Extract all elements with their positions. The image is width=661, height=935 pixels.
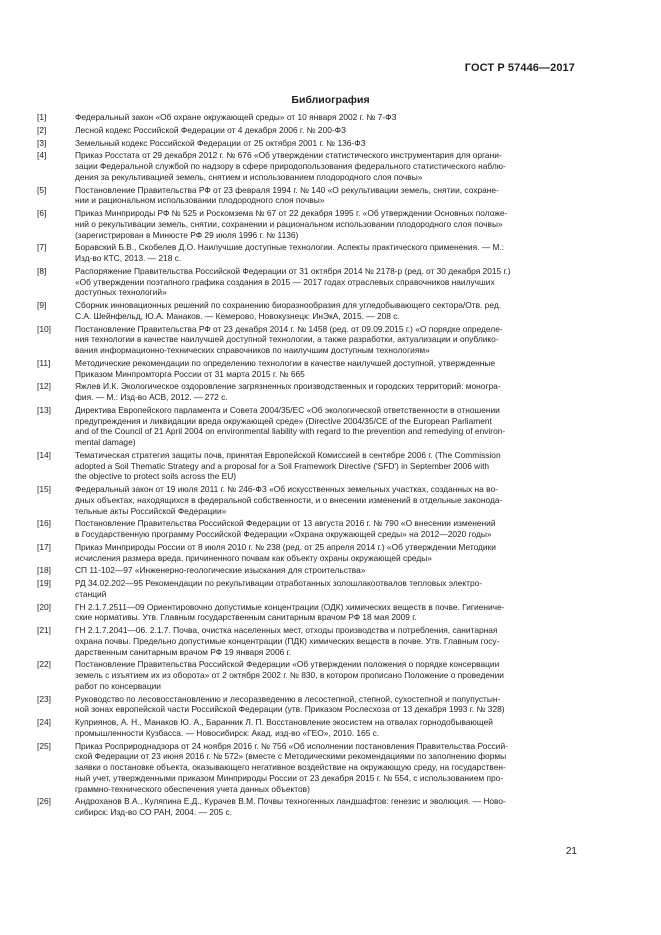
reference-item (0, 565, 661, 576)
reference-item (0, 405, 661, 448)
reference-text: Методические рекомендации по определению технологии в качестве наилучшей доступной, утвержденные Приказом Минпромторга России от 31 марта 2015 г. № 665 (75, 357, 496, 379)
reference-number: [6] (37, 208, 47, 218)
reference-item (0, 659, 661, 691)
reference-item (0, 125, 661, 136)
reference-text: Постановление Правительства РФ от 23 февраля 1994 г. № 140 «О рекультивации земель, снятии, сохране- нии и рациональном использовании плодородного слоя почвы» (75, 184, 499, 206)
reference-item (0, 185, 661, 207)
reference-item (0, 112, 661, 123)
reference-number: [17] (37, 541, 51, 552)
reference-number: [15] (37, 484, 51, 494)
reference-text: ГН 2.1.7.2511—09 Ориентировочно допустимые концентрации (ОДК) химических веществ в почве. Гигиениче- ские нормативы. Утв. Главным государственным санитарным врачом РФ 18 мая 2009 г. (75, 601, 505, 623)
document-code: ГОСТ Р 57446—2017 (464, 62, 575, 74)
reference-text: Федеральный закон «Об охране окружающей среды» от 10 января 2002 г. № 7-ФЗ (75, 112, 397, 122)
page-number: 21 (565, 846, 577, 857)
reference-text: Яжлев И.К. Экологическое оздоровление загрязненных производственных и городских территорий: моногра- фия. — М.: Изд-во АСВ, 2012. — 272 с. (75, 381, 501, 402)
reference-text: Сборник инновационных решений по сохранению биоразнообразия для угледобывающего сектора/Отв. ред. С.А. Шейнфельд, Ю.А. Манаков. — Кемерово, Новокузнецк: ИнЭкА, 2015. — 208 с. (75, 300, 502, 321)
reference-text: Боравский Б.В., Скобелев Д.О. Наилучшие доступные технологии. Аспекты практического применения. — М.: Изд-во КТС, 2013. — 218 с. (75, 242, 505, 263)
reference-item (0, 242, 661, 264)
reference-text: Постановление Правительства Российской Федерации от 13 августа 2016 г. № 790 «О внесении изменений в Государственную программу Российской Федерации «Охрана окружающей среды» на 2012—2020 годы» (75, 518, 496, 539)
reference-item (0, 266, 661, 298)
reference-text: Земельный кодекс Российской Федерации от 25 октября 2001 г. № 136-ФЗ (75, 137, 366, 148)
reference-list (0, 112, 661, 820)
reference-item (0, 542, 661, 564)
reference-number: [18] (37, 565, 51, 576)
reference-item (0, 602, 661, 624)
reference-text: Руководство по лесовосстановлению и лесоразведению в лесостепной, степной, сухостепной и полупустын- ной зонах европейской части Российской Федерации (утв. Приказом Рослесхоза от 13 декабря 1993 г. № 328) (75, 693, 505, 715)
reference-number: [9] (37, 300, 47, 310)
reference-number: [3] (37, 137, 47, 148)
reference-number: [8] (37, 265, 47, 276)
reference-text: Куприянов, А. Н., Манаков Ю. А., Баранник Л. П. Восстановление экосистем на отвалах горнодобывающей промышленности Кузбасса. — Новосибирск: Акад. изд-во «ГЕО», 2010. 165 с. (75, 717, 493, 738)
reference-item (0, 208, 661, 240)
reference-item (0, 300, 661, 322)
reference-number: [4] (37, 150, 47, 161)
reference-text: Тематическая стратегия защиты почв, принятая Европейской Комиссией в сентябре 2006 г. (The Commission adopted a Soil Thematic Strategy and a proposal for a Soil Framework Directive ('SFD') in September 2006 with the objective to protect soils across the EU) (75, 449, 501, 482)
reference-item (0, 741, 661, 795)
reference-number: [24] (37, 717, 51, 727)
reference-text: Директива Европейского парламента и Совета 2004/35/ЕС «Об экологической ответственности в отношении предупреждения и ликвидации вреда окружающей среде» (Directive 2004/35/CE of the European Parliament and of the Council of 21 April 2004 on environmental liability with regard to the prevention and remedying of environ- mental damage) (75, 404, 506, 447)
reference-item (0, 324, 661, 356)
reference-text: Приказ Росстата от 29 декабря 2012 г. № 676 «Об утверждении статистического инструментария для органи- зации Федеральной службой по надзору в сфере природопользования федерального статистического наблю- дения за рекультивацией земель, снятием и использованием плодородного слоя почвы» (75, 150, 506, 182)
reference-item (0, 694, 661, 716)
reference-number: [5] (37, 184, 47, 195)
reference-number: [21] (37, 625, 51, 635)
bibliography-heading: Библиография (291, 94, 370, 106)
reference-text: Постановление Правительства Российской Федерации «Об утверждении положения о порядке консервации земель с изъятием их из оборота» от 2 октября 2002 г. № 830, в котором прописано Положение о проведении работ по консервации (75, 659, 504, 691)
reference-text: РД 34.02.202—95 Рекомендации по рекультивации отработанных золошлакоотвалов тепловых электро- станций (75, 578, 483, 599)
reference-item (0, 518, 661, 540)
reference-number: [20] (37, 601, 51, 612)
reference-item (0, 484, 661, 516)
reference-text: Андроханов В.А., Куляпина Е.Д., Курачев В.М. Почвы техногенных ландшафтов: генезис и эволюция. — Ново- сибирск: Изд-во СО РАН, 2004. — 205 с. (75, 796, 506, 817)
reference-number: [23] (37, 693, 51, 704)
reference-text: Приказ Минприроды России от 8 июля 2010 г. № 238 (ред. от 25 апреля 2014 г.) «Об утверждении Методики исчисления размера вреда, причиненного почвам как объекту охраны окружающей среды» (75, 541, 496, 563)
reference-item (0, 625, 661, 657)
reference-text: Распоряжение Правительства Российской Федерации от 31 октября 2014 № 2178-р (ред. от 30 декабря 2015 г.) «Об утверждении поэтапного графика создания в 2015 — 2017 годах отраслевых справочников наилучших доступных технологий» (75, 265, 511, 298)
reference-number: [12] (37, 381, 51, 392)
reference-item (0, 796, 661, 818)
reference-text: Постановление Правительства РФ от 23 декабря 2014 г. № 1458 (ред. от 09.09.2015 г.) «О порядке определе- ния технологии в качестве наилучшей доступной технологии, а также разработки, актуализации и опублико- вания информационно-технических справочников по наилучшим доступным технологиям» (75, 323, 503, 355)
reference-number: [22] (37, 659, 51, 670)
reference-number: [14] (37, 449, 51, 460)
reference-number: [16] (37, 518, 51, 529)
reference-text: Приказ Минприроды РФ № 525 и Роскомзема № 67 от 22 декабря 1995 г. «Об утверждении Основных положе- ний о рекультивации земель, снятии, сохранении и рациональном использовании плодородного слоя почвы» (зарегистрирован в Минюсте РФ 29 июля 1996 г. № 1136) (75, 208, 508, 240)
reference-number: [25] (37, 740, 51, 751)
reference-text: Приказ Росприроднадзора от 24 ноября 2016 г. № 756 «Об исполнении постановления Правительства Россий- ской Федерации от 23 июня 2016 г. № 572» (вместе с Методическими рекомендациями по заполнению формы заявки о постановке объекта, оказывающего негативное воздействие на окружающую среду, на государствен- ный учет, утвержденными приказом Минприроды России от 23 декабря 2015 г. № 554, с использованием про- граммно-технического обеспечения учета данных объектов) (75, 740, 508, 794)
reference-item (0, 578, 661, 600)
reference-item (0, 450, 661, 482)
reference-number: [2] (37, 124, 47, 135)
reference-text: Лесной кодекс Российской Федерации от 4 декабря 2006 г. № 200-ФЗ (75, 124, 347, 135)
reference-item (0, 150, 661, 182)
reference-item (0, 358, 661, 380)
reference-number: [1] (37, 112, 47, 122)
reference-number: [13] (37, 404, 51, 415)
reference-text: ГН 2.1.7.2041—06. 2.1.7. Почва, очистка населенных мест, отходы производства и потребления, санитарная охрана почвы. Предельно допустимые концентрации (ПДК) химических веществ в почве. Утв. Главным госу- дарственным санитарным врачом РФ 19 января 2006 г. (75, 625, 500, 657)
reference-item (0, 717, 661, 739)
reference-number: [26] (37, 796, 51, 807)
reference-item (0, 138, 661, 149)
reference-text: СП 11-102—97 «Инженерно-геологические изыскания для строительства» (75, 565, 366, 576)
reference-number: [19] (37, 578, 51, 588)
reference-item (0, 381, 661, 403)
reference-number: [10] (37, 323, 51, 334)
reference-number: [11] (37, 357, 51, 368)
reference-text: Федеральный закон от 19 июля 2011 г. № 246-ФЗ «Об искусственных земельных участках, созданных на во- дных объектах, находящихся в федеральной собственности, и о внесении изменений в отдельные законода- тельные акты Российской Федерации» (75, 484, 503, 516)
reference-number: [7] (37, 242, 47, 253)
